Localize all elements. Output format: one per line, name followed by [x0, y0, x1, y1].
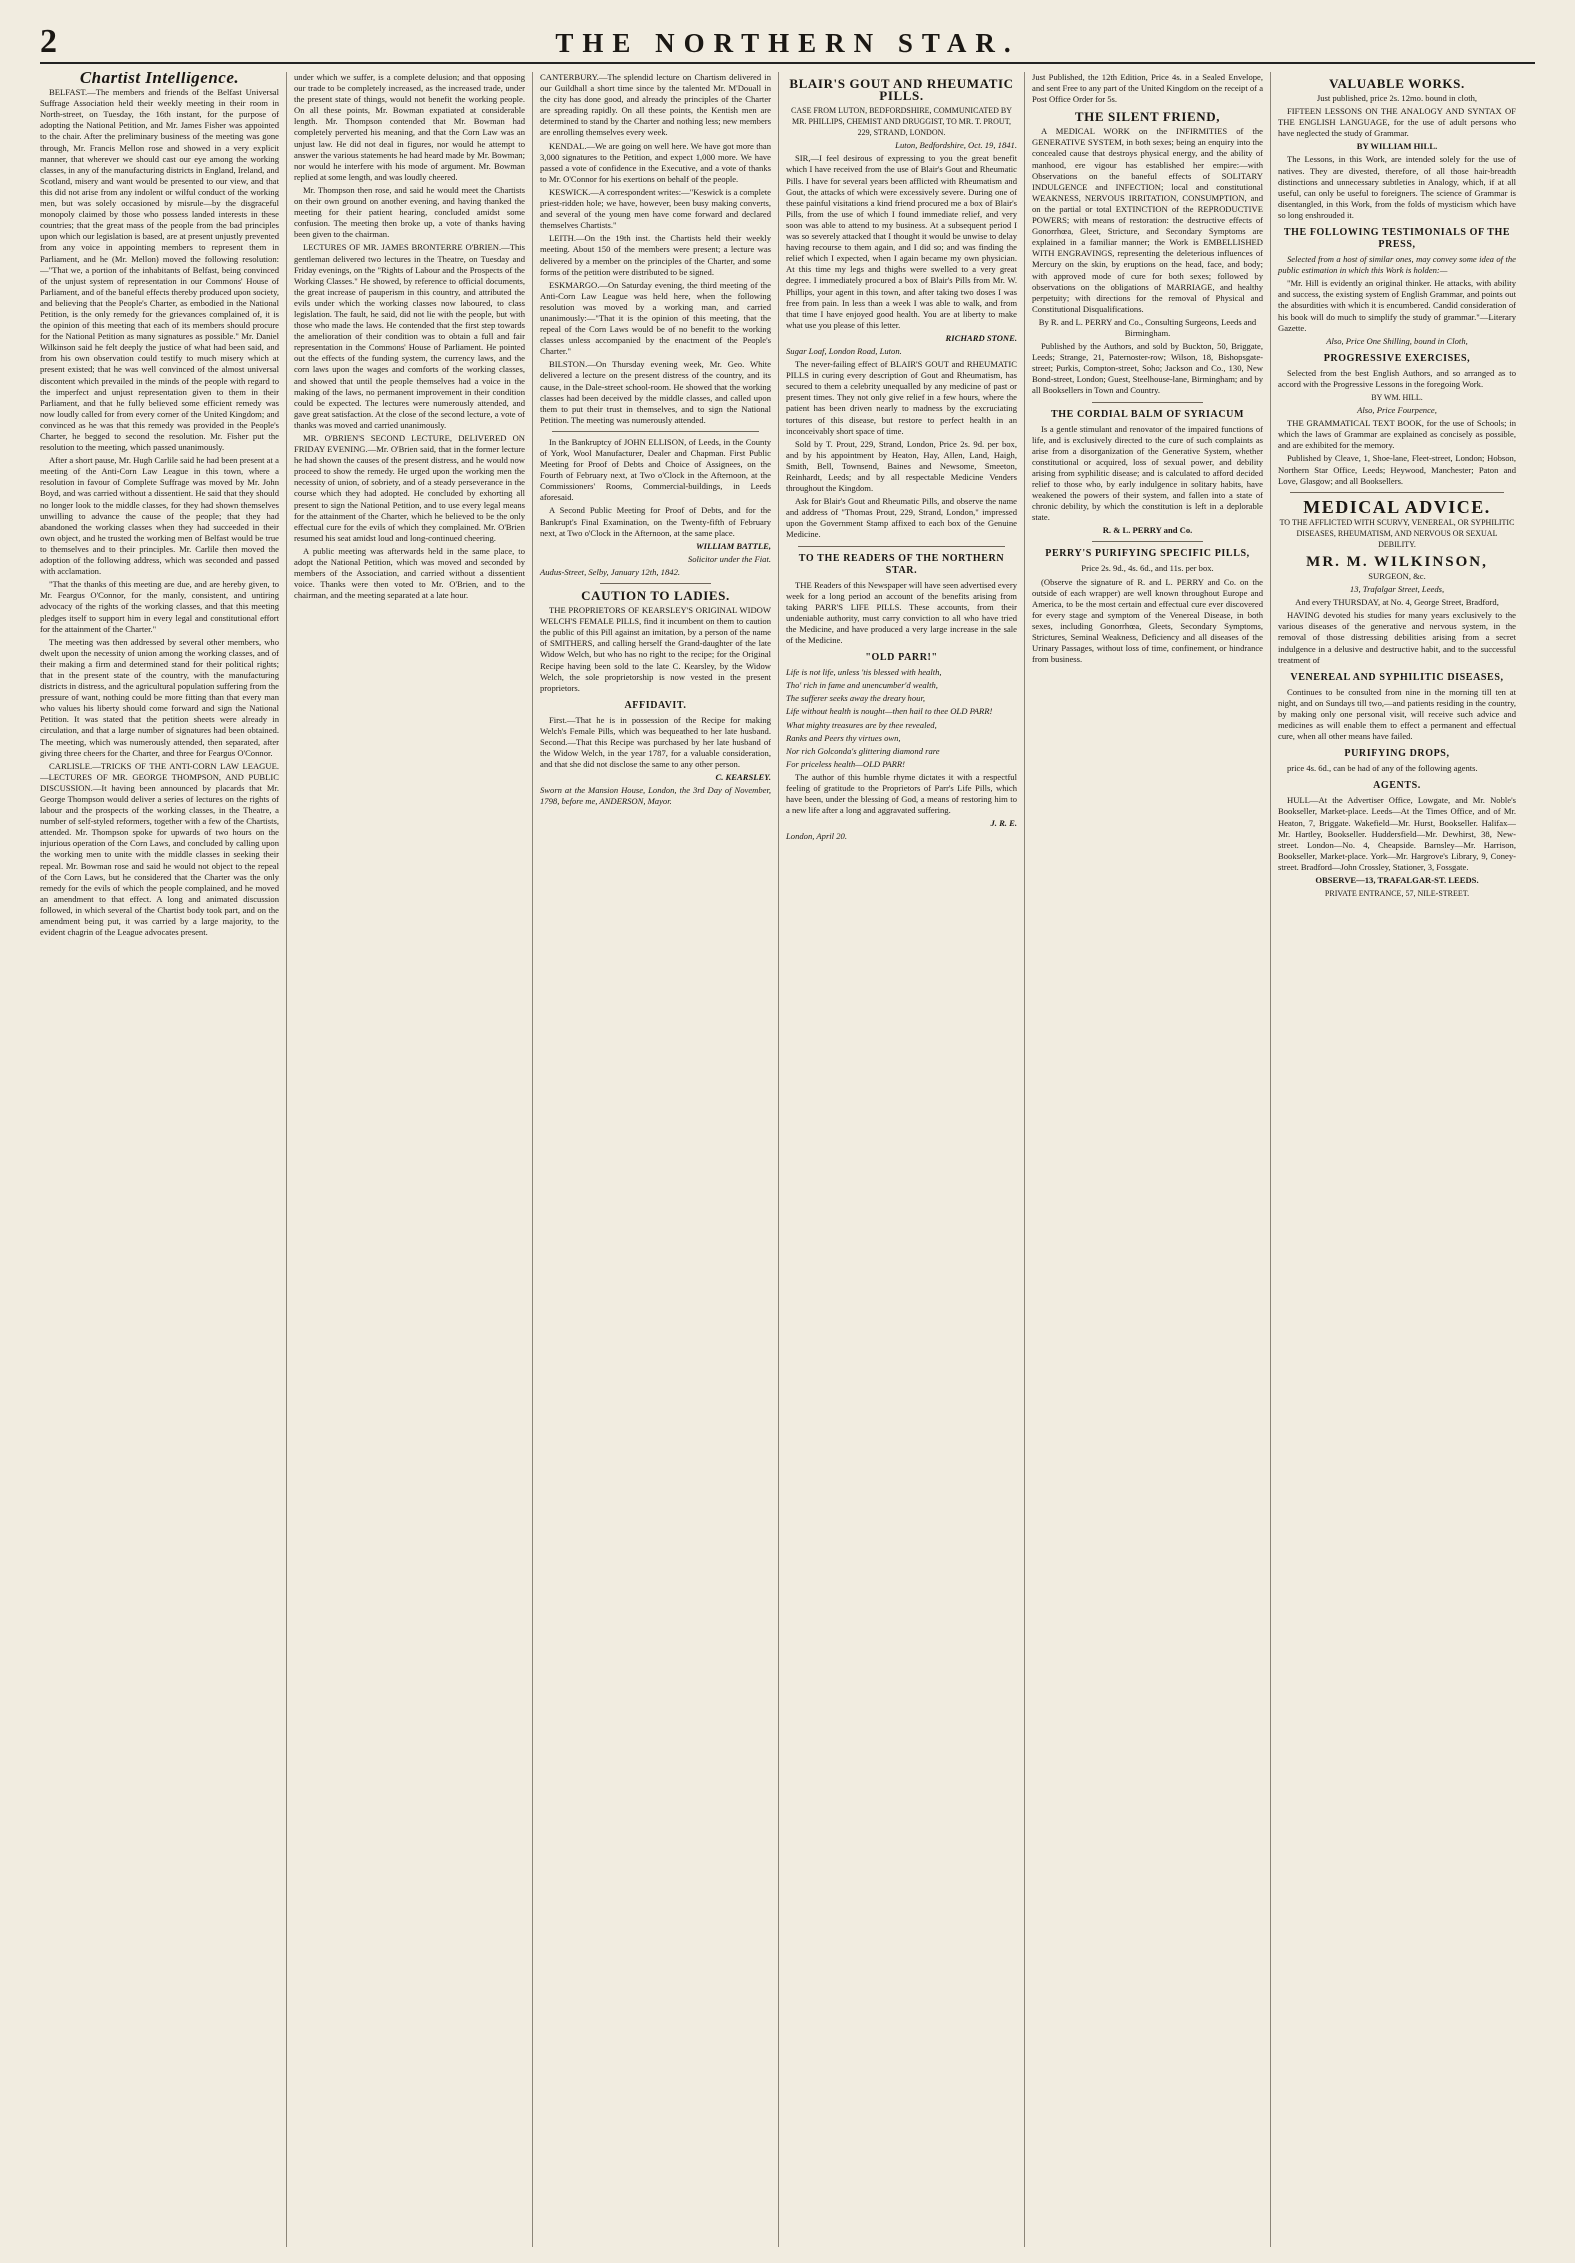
article-paragraph: LECTURES OF MR. JAMES BRONTERRE O'BRIEN.—This gentleman delivered two lectures in the Theatre, on Tuesday and Friday evenings, on the "Rights of Labour and the Prospects of the Working Classes." He showed, by reference to official documents, the great increase of pauperism in this country, and attributed the evils under which the working classes now laboured, to class legislation. The fault, he said, did not lie with the people, but with those who made the laws. He contended that the first step towards the amelioration of their condition was to obtain a full and fair representation in the Commons' House of Parliament. He pointed out the effects of the funding system, the currency laws, and the corn laws upon the wages and comforts of the working classes, and showed that until the people themselves had a voice in the making of the laws, no permanent improvement in their condition could be expected. The lectures were numerously attended, and gave great satisfaction. At the close of the second lecture, a vote of thanks was moved and carried unanimously.	[294, 242, 525, 430]
surgeon-name: MR. M. WILKINSON,	[1306, 554, 1488, 570]
ad-paragraph: The never-failing effect of BLAIR'S GOUT and RHEUMATIC PILLS in curing every description of Gout and Rheumatism, has secured to them a celebrity unequalled by any medicine of past or present times. They not only give relief in a few hours, where the patient has been driven nearly to madness by the excruciating tortures of this disease, but restore to perfect health in an inconceivably short space of time.	[786, 359, 1017, 436]
affidavit-text: First.—That he is in possession of the Recipe for making Welch's Female Pills, which was bequeathed to her late husband. Second.—That this Recipe was purchased by her late husband of the Widow Welch, in the year 1787, for a valuable consideration, and that she did not disclose the same to any other person.	[540, 714, 771, 770]
testimonial-text: "Mr. Hill is evidently an original thinker. He attacks, with ability and success, the existing system of English Grammar, and points out the absurdities with which it is encumbered. Candid consideration of his book will do much to simplify the study of grammar."—Literary Gazette.	[1278, 278, 1516, 333]
letter-signature: RICHARD STONE.	[945, 332, 1017, 343]
columns	[40, 72, 1535, 2247]
medical-advice-subtitle: TO THE AFFLICTED WITH SCURVY, VENEREAL, OR SYPHILITIC DISEASES, RHEUMATISM, AND NERVOUS OR SEXUAL DEBILITY.	[1279, 517, 1515, 549]
exercises-author: BY WM. HILL.	[1371, 392, 1423, 402]
article-paragraph: Mr. Thompson then rose, and said he would meet the Chartists on their own ground on another evening, and having thanked the meeting for their patient hearing, concluded amidst some confusion. The meeting then broke up, a vote of thanks having been given to the chairman.	[294, 184, 525, 240]
purifying-pills-title: PERRY'S PURIFYING SPECIFIC PILLS,	[1045, 548, 1250, 560]
blair-pills-subtitle: CASE FROM LUTON, BEDFORDSHIRE, COMMUNICATED BY MR. PHILLIPS, CHEMIST AND DRUGGIST, TO MR. T. PROUT, 229, STRAND, LONDON.	[791, 106, 1012, 138]
testimonials-title: THE FOLLOWING TESTIMONIALS OF THE PRESS,	[1283, 227, 1511, 251]
medical-advice-title: MEDICAL ADVICE.	[1303, 496, 1491, 517]
section-title-chartist: Chartist Intelligence.	[79, 72, 240, 87]
valuable-works-title: VALUABLE WORKS.	[1329, 76, 1465, 91]
closing-place: London, April 20.	[786, 831, 847, 842]
article-paragraph: KENDAL.—We are going on well here. We have got more than 3,000 signatures to the Petition, and expect 1,000 more. We have passed a vote of confidence in the Executive, and a vote of thanks to Mr. O'Connor for his exertions on behalf of the people.	[540, 140, 771, 184]
letter-address: Sugar Loaf, London Road, Luton.	[786, 345, 902, 356]
caution-text: THE PROPRIETORS OF KEARSLEY'S ORIGINAL WIDOW WELCH'S FEMALE PILLS, find it incumbent on them to caution the public of this Pill against an imitation, by a person of the name of SMITHERS, and calling herself the Grand-daughter of the late Widow Welch, but who has no right to the recipe; for the Original Recipe having been sold to the late C. Kearsley, by the Widow Welch, the sole proprietorship is now vested in the present proprietors.	[540, 605, 771, 693]
readers-title: TO THE READERS OF THE NORTHERN STAR.	[798, 552, 1005, 576]
article-paragraph: CARLISLE.—TRICKS OF THE ANTI-CORN LAW LEAGUE.—LECTURES OF MR. GEORGE THOMPSON, AND PUBLIC DISCUSSION.—It having been announced by placards that Mr. George Thompson would deliver a series of lectures on the rights of labour and the prospects of the working classes, in the Theatre, a number of self-styled reformers, together with a few of the Chartists, attended. Mr. Thompson spoke for upwards of two hours on the injurious operation of the Corn Laws, and concluded by calling upon the working men to unite with the middle classes in seeking their repeal. Mr. Bowman rose and said he would not object to the repeal of the Corn Laws, but he considered that the Charter was the only remedy for the evils of which the people complained, and he moved an amendment to that effect. A long and animated discussion followed, in which several of the Chartist body took part, and on the amendment being put, it was carried by a large majority, to the evident chagrin of the League advocates present.	[40, 760, 279, 938]
book-description: The Lessons, in this Work, are intended solely for the use of natives. They are divested, therefore, of all those hair-breadth distinctions and unnecessary subtleties in Analogy, which, if at all useful, can only be useful to foreigners. The science of Grammar is disentangled, in this Work, from the folds of mysticism which have so long enshrouded it.	[1278, 154, 1516, 220]
notice-address: Audus-Street, Selby, January 12th, 1842.	[540, 566, 681, 577]
exercises-text: Selected from the best English Authors, and so arranged as to accord with the Progressive Lessons in the foregoing Work.	[1278, 367, 1516, 389]
article-paragraph: A public meeting was afterwards held in the same place, to adopt the National Petition, which was moved and seconded by members of the Association, and carried without a dissentient voice. Thanks were then voted to Mr. O'Brien, and to the chairman, and the meeting separated at a late hour.	[294, 545, 525, 601]
divider	[552, 431, 759, 432]
article-paragraph: The meeting was then addressed by several other members, who dwelt upon the necessity of union among the working classes, and of their making a firm and determined stand for their political rights; that in the present state of the country, with the manufacturing districts in distress, and the agricultural population suffering from the pressure of want, nothing could be more fitting than that every man who values his liberty should come forward and sign the National Petition. It was stated that the petition sheets were already in circulation, and that a large number of signatures had been obtained. The meeting, which was numerously attended, then separated, after giving three cheers for the Charter, and three for Feargus O'Connor.	[40, 636, 279, 758]
blair-pills-title: BLAIR'S GOUT AND RHEUMATIC PILLS.	[789, 76, 1014, 103]
sworn-statement: Sworn at the Mansion House, London, the 3rd Day of November, 1798, before me, ANDERSON, Mayor.	[540, 785, 771, 807]
page-number: 2	[40, 23, 57, 60]
readers-text: THE Readers of this Newspaper will have seen advertised every week for a long period an account of the benefits arising from taking PARR'S LIFE PILLS. These accounts, from their undeniable authority, must carry conviction to all who have tried the Medicine, and have produced a very large increase in the sale of the Medicine.	[786, 579, 1017, 646]
book-intro: Just published, price 2s. 12mo. bound in cloth,	[1316, 93, 1478, 103]
observe-line: OBSERVE—13, TRAFALGAR-ST. LEEDS.	[1315, 874, 1479, 885]
article-paragraph: LEITH.—On the 19th inst. the Chartists held their weekly meeting. About 150 of the members were present; a lecture was delivered by a member on the principles of the Charter, and some forms of the petition were distributed to be signed.	[540, 233, 771, 277]
agents-text: HULL—At the Advertiser Office, Lowgate, and Mr. Noble's Bookseller, Market-place. Leeds—At the Times Office, and of Mr. Heaton, 7, Briggate. Wakefield—Mr. Hurst, Bookseller. Halifax—Mr. Hartley, Bookseller. Huddersfield—Mr. Dewhirst, 38, New-street. London—No. 4, Cheapside. Barnsley—Mr. Harrison, Bookseller, Market-place. York—Mr. Hargrove's Library, 9, Coney-street. Bradford—John Crossley, Stationer, 3, Fossgate.	[1278, 795, 1516, 872]
article-paragraph: ESKMARGO.—On Saturday evening, the third meeting of the Anti-Corn Law League was held here, when the following resolution was moved by a working man, and carried unanimously:—"That it is the opinion of this meeting, that the repeal of the Corn Laws would be of no benefit to the working classes unless accompanied by the enactment of the People's Charter."	[540, 279, 771, 357]
private-entrance: PRIVATE ENTRANCE, 57, NILE-STREET.	[1324, 889, 1470, 899]
column-4	[778, 72, 1024, 2247]
poem-line: Ranks and Peers thy virtues own,	[786, 732, 901, 743]
poem-title: "OLD PARR!"	[865, 652, 938, 664]
venereal-title: VENEREAL AND SYPHILITIC DISEASES,	[1290, 671, 1504, 683]
cordial-balm-title: THE CORDIAL BALM OF SYRIACUM	[1050, 408, 1245, 420]
divider	[798, 546, 1005, 547]
bankruptcy-notice: In the Bankruptcy of JOHN ELLISON, of Leeds, in the County of York, Wool Manufacturer, Dealer and Chapman. First Public Meeting for Proof of Debts and Choice of Assignees, on the Fourth of February next, at Two o'Clock in the Afternoon, at the Commissioners' Rooms, Commercial-buildings, in Leeds aforesaid.	[540, 436, 771, 503]
article-paragraph: KESWICK.—A correspondent writes:—"Keswick is a complete priest-ridden hole; we have, however, been busy making converts, and several of the young men have come forward and declared themselves Chartists."	[540, 186, 771, 231]
signatory-name: WILLIAM BATTLE,	[696, 540, 771, 551]
newspaper-title: THE NORTHERN STAR.	[555, 28, 1020, 58]
surgeon-thursday: And every THURSDAY, at No. 4, George Street, Bradford,	[1295, 597, 1499, 608]
poem-line: For priceless health—OLD PARR!	[786, 758, 905, 769]
silent-friend-title: THE SILENT FRIEND,	[1074, 109, 1221, 125]
authors: By R. and L. PERRY and Co., Consulting Surgeons, Leeds and Birmingham.	[1038, 316, 1257, 338]
article-paragraph: BILSTON.—On Thursday evening week, Mr. Geo. White delivered a lecture on the present distress of the country, and its cause, in the Dale-street school-room. He showed that the working classes had been deceived by the middle classes, and called upon them to put their trust in themselves, and to sign the National Petition. The meeting was numerously attended.	[540, 359, 771, 425]
exercises-title: PROGRESSIVE EXERCISES,	[1323, 352, 1471, 364]
affidavit-title: AFFIDAVIT.	[624, 699, 687, 711]
cordial-balm-text: Is a gentle stimulant and renovator of the impaired functions of life, and is exclusively directed to the cure of such complaints as arise from a disorganization of the Generative System, whether constitutional or acquired, loss of sexual power, and debility arising from syphilitic disease; and is calculated to afford decided relief to those who, by early indulgence in solitary habits, have weakened the powers of their system, and fallen into a state of chronic debility, by which the constitution is left in a deplorable state.	[1032, 423, 1263, 523]
poem-line: The sufferer seeks away the dreary hour,	[786, 693, 925, 704]
surgeon-text: HAVING devoted his studies for many years exclusively to the various diseases of the generative and nervous system, in the removal of those distressing debilities arising from a secret indulgence in a delusive and destructive habit, and to the successful treatment of	[1278, 610, 1516, 665]
drops-price: price 4s. 6d., can be had of any of the following agents.	[1287, 763, 1478, 774]
surgeon-address: 13, Trafalgar Street, Leeds,	[1349, 584, 1445, 595]
article-paragraph: CANTERBURY.—The splendid lecture on Chartism delivered in our Guildhall a short time since by the talented Mr. M'Douall in the city has done good, and already the principles of the Charter are spreading rapidly. On all these points, the Kentish men are determined to stand by the Charter and nothing less; new members are enrolling themselves every week.	[540, 72, 771, 138]
purifying-pills-price: Price 2s. 9d., 4s. 6d., and 11s. per box.	[1081, 563, 1214, 574]
poem-line: What mighty treasures are by thee revealed,	[786, 719, 937, 730]
divider	[600, 583, 711, 584]
divider	[1290, 492, 1504, 493]
ad-paragraph: Sold by T. Prout, 229, Strand, London, Price 2s. 9d. per box, and by his appointment by Heaton, Hay, Allen, Land, Haigh, Smith, Bell, Townsend, Baines and Newsome, Smeeton, Reinhardt, Leeds; and by all respectable Medicine Venders throughout the Kingdom.	[786, 438, 1017, 494]
divider	[1092, 402, 1203, 403]
silent-friend-intro: Just Published, the 12th Edition, Price 4s. in a Sealed Envelope, and sent Free to any part of the United Kingdom on the receipt of a Post Office Order for 5s.	[1032, 72, 1264, 105]
bankruptcy-notice: A Second Public Meeting for Proof of Debts, and for the Bankrupt's Final Examination, on the Twenty-fifth of February next, at Two o'Clock in the Afternoon, at the same place.	[540, 505, 771, 538]
surgeon-title: SURGEON, &c.	[1368, 571, 1426, 581]
letter-dateline: Luton, Bedfordshire, Oct. 19, 1841.	[895, 140, 1017, 151]
letter-paragraph: SIR,—I feel desirous of expressing to you the great benefit which I have received from the use of Blair's Gout and Rheumatic Pills. I have for several years been afflicted with Rheumatism and Gout, the attacks of which were excessively severe. During one of these painful visitations a kind friend procured me a box of Blair's Pills, from the use of which I found immediate relief, and very soon was able to attend to my business. At a subsequent period I was so severely attacked that I thought it would be unwise to delay having recourse to them again, and I did so; and was finding the relief which I expected, when I again became my own physician. At this time my legs and thighs were swelled to a very great degree. I immediately procured a box of Blair's Pills from Mr. W. Phillips, your agent in this town, and after taking two doses I was free from pain. In less than a week I was able to walk, and from that time I have enjoyed good health. You are at liberty to make what use you please of this letter.	[786, 153, 1017, 330]
agents-title: AGENTS.	[1373, 780, 1421, 792]
publisher-text: Published by Cleave, 1, Shoe-lane, Fleet-street, London; Hobson, Northern Star Office, Leeds; Heywood, Manchester; Paton and Love, Glasgow; and all Booksellers.	[1278, 453, 1516, 486]
article-paragraph: MR. O'BRIEN'S SECOND LECTURE, DELIVERED ON FRIDAY EVENING.—Mr. O'Brien said, that in the former lecture he had shown the causes of the present distress, and he would now proceed to show the remedy. He urged upon the working men the necessity of union, of sobriety, and of a steady perseverance in the course which they had adopted. He concluded by exhorting all present to sign the National Petition, and to use every legal means for the attainment of the Charter, which he believed to be the only effectual cure for the evils of which they complained. Mr. O'Brien resumed his seat amidst loud and long-continued cheering.	[294, 433, 525, 543]
closing-paragraph: The author of this humble rhyme dictates it with a respectful feeling of gratitude to the Proprietors of Parr's Life Pills, which have been, under the blessing of God, a means of restoring him to a new life after a long and aggravated suffering.	[786, 771, 1017, 816]
ad-paragraph: Ask for Blair's Gout and Rheumatic Pills, and observe the name and address of "Thomas Prout, 229, Strand, London," impressed upon the Government Stamp affixed to each box of the Genuine Medicine.	[786, 496, 1017, 540]
publishers: Published by the Authors, and sold by Buckton, 50, Briggate, Leeds; Strange, 21, Paternoster-row; Wilson, 18, Bishopsgate-street; Purkis, Compton-street, Soho; Jackson and Co., 130, New Bond-street, London; Guest, Steelhouse-lane, Birmingham; and by all Booksellers in Town and Country.	[1032, 341, 1263, 396]
article-paragraph: under which we suffer, is a complete delusion; and that opposing our trade to be completely increased, as the increased trade, under the present state of things, would not benefit the working people. On all these points, Mr. Bowman expatiated at considerable length. Mr. Thompson contended that Mr. Bowman had completely perverted his meaning, and that the Corn Law was an unjust law. He did not deal in figures, nor would he attempt to answer the various statements he had heard made by Mr. Bowman; nor would he interfere with his mode of argument. Mr. Bowman replied at some length, and was loudly cheered.	[294, 72, 525, 182]
perry-company: R. & L. PERRY and Co.	[1102, 525, 1193, 536]
grammar-text: THE GRAMMATICAL TEXT BOOK, for the use of Schools; in which the laws of Grammar are explained as concisely as possible, and are exhibited for the memory.	[1278, 418, 1516, 451]
column-5	[1024, 72, 1270, 2247]
testimonials-intro: Selected from a host of similar ones, may convey some idea of the public estimation in which this Work is holden:—	[1278, 254, 1516, 276]
price-line: Also, Price Fourpence,	[1357, 405, 1437, 416]
poem-line: Life is not life, unless 'tis blessed with health,	[786, 667, 942, 678]
poem-line: Tho' rich in fame and unencumber'd wealth,	[786, 680, 938, 691]
article-paragraph: "That the thanks of this meeting are due, and are hereby given, to Mr. Feargus O'Connor, for the manly, consistent, and untiring advocacy of the rights of the working classes, and that this meeting pledges itself to support him in every legal and constitutional effort for the attainment of the Charter."	[40, 579, 279, 634]
caution-title: CAUTION TO LADIES.	[581, 588, 730, 604]
article-paragraph: BELFAST.—The members and friends of the Belfast Universal Suffrage Association held their weekly meeting in their room in North-street, on Tuesday, the 16th instant, for the purpose of adopting the National Petition, and Mr. James Fisher was appointed to the chair. After the preliminary business of the meeting was gone through, Mr. Francis Mellon rose and showed in a very explicit manner, that wherever we should cast our eye among the working classes, in any of the manufacturing districts in England, Ireland, and Scotland, misery and want would be presented to our view, and that this did not arise from any indolent or wilful conduct of the working men, but was solely occasioned by misrule—by the disgraceful monopoly claimed by those who possess landed interests in these countries; that the great mass of the people from the bad principles upon which our legislation is based, are at present unjustly prevented from any voice in appointing members to represent them in Parliament, and he (Mr. Mellon) moved the following resolution:—"That we, a portion of the inhabitants of Belfast, being convinced of the unjust system of representation in our Commons' House of Parliament, and of the baneful effects thereby produced upon society, and believing that the People's Charter, as embodied in the National Petition, is the only remedy for the grievances complained of, it is the opinion of this meeting that each of its members should procure for the National Petition as many signatures as possible." Mr. Daniel Wilkinson said he felt deeply the justice of what had been said, and from his own observation could testify to much misery which at present existed; that he was well convinced of the almost universal discontent which prevailed in the minds of the people with regard to the imperfect and unjust representation given to them in their Parliament, and that he fully believed some efficient remedy was now loudly called for from every corner of the United Kingdom; and convinced as he was that this remedy was provided in the People's Charter, he begged to second the resolution. Mr. Fisher put the resolution to the meeting, which passed unanimously.	[40, 87, 279, 453]
affidavit-signature: C. KEARSLEY.	[715, 772, 771, 783]
book-title: FIFTEEN LESSONS ON THE ANALOGY AND SYNTAX OF THE ENGLISH LANGUAGE, for the use of adult persons who have neglected the study of Grammar.	[1278, 106, 1516, 139]
poem-line: Life without health is nought—then hail to thee OLD PARR!	[786, 706, 993, 717]
column-6	[1270, 72, 1516, 2247]
column-2	[286, 72, 532, 2247]
drops-title: PURIFYING DROPS,	[1344, 748, 1450, 760]
silent-friend-text: A MEDICAL WORK on the INFIRMITIES of the GENERATIVE SYSTEM, in both sexes; being an enquiry into the concealed cause that destroys physical energy, and the ability of manhood, ere vigour has established her empire:—with Observations on the baneful effects of SOLITARY INDULGENCE and INFECTION; local and constitutional WEAKNESS, NERVOUS IRRITATION, CONSUMPTION, and on the partial or total EXTINCTION of the REPRODUCTIVE POWERS; with means of restoration: the destructive effects of Gonorrhœa, Gleet, Stricture, and Secondary Symptoms are explained in a familiar manner; the Work is EMBELLISHED WITH ENGRAVINGS, representing the deleterious influences of Mercury on the skin, by eruptions on the head, face, and body; with approved mode of cure for both sexes; followed by observations on the obligations of MARRIAGE, and healthy perpetuity; with directions for the removal of Physical and Constitutional Disqualifications.	[1032, 126, 1263, 314]
column-1	[40, 72, 286, 2247]
purifying-pills-text: (Observe the signature of R. and L. PERRY and Co. on the outside of each wrapper) are well known throughout Europe and America, to be the most certain and effectual cure ever discovered for every stage and symptom of the Venereal Disease, in both sexes, including Gonorrhœa, Gleets, Secondary Symptoms, Strictures, Seminal Weakness, Deficiency and all diseases of the Urinary Passages, without loss of time, confinement, or hindrance from business.	[1032, 576, 1263, 665]
column-3	[532, 72, 778, 2247]
signatory-title: Solicitor under the Fiat.	[687, 553, 771, 564]
closing-signature: J. R. E.	[990, 818, 1017, 829]
article-paragraph: After a short pause, Mr. Hugh Carlile said he had been present at a meeting of the Anti-Corn Law League in this town, where a resolution in favour of Complete Suffrage was moved by Mr. John Boyd, and was carried without a dissentient. He said that they should no longer look to the middle classes, for they had shown themselves unwilling to advance the cause of the people; that they had abandoned the working classes when they had succeeded in their own object, and he trusted the working men of Belfast would be true to themselves and to their principles. Mr. Carlile then moved the adoption of the following address, which was seconded and passed with acclamation.	[40, 455, 279, 577]
price-line: Also, Price One Shilling, bound in Cloth,	[1326, 335, 1468, 346]
book-author: BY WILLIAM HILL.	[1356, 141, 1438, 152]
venereal-text: Continues to be consulted from nine in the morning till ten at night, and on Sundays till two,—and patients residing in the country, by making only one personal visit, will receive such advice and medicines as will enable them to effect a permanent and effectual cure, when all other means have failed.	[1278, 686, 1516, 742]
poem-line: Nor rich Golconda's glittering diamond rare	[786, 745, 940, 756]
divider	[1092, 541, 1203, 542]
masthead	[40, 22, 1535, 64]
